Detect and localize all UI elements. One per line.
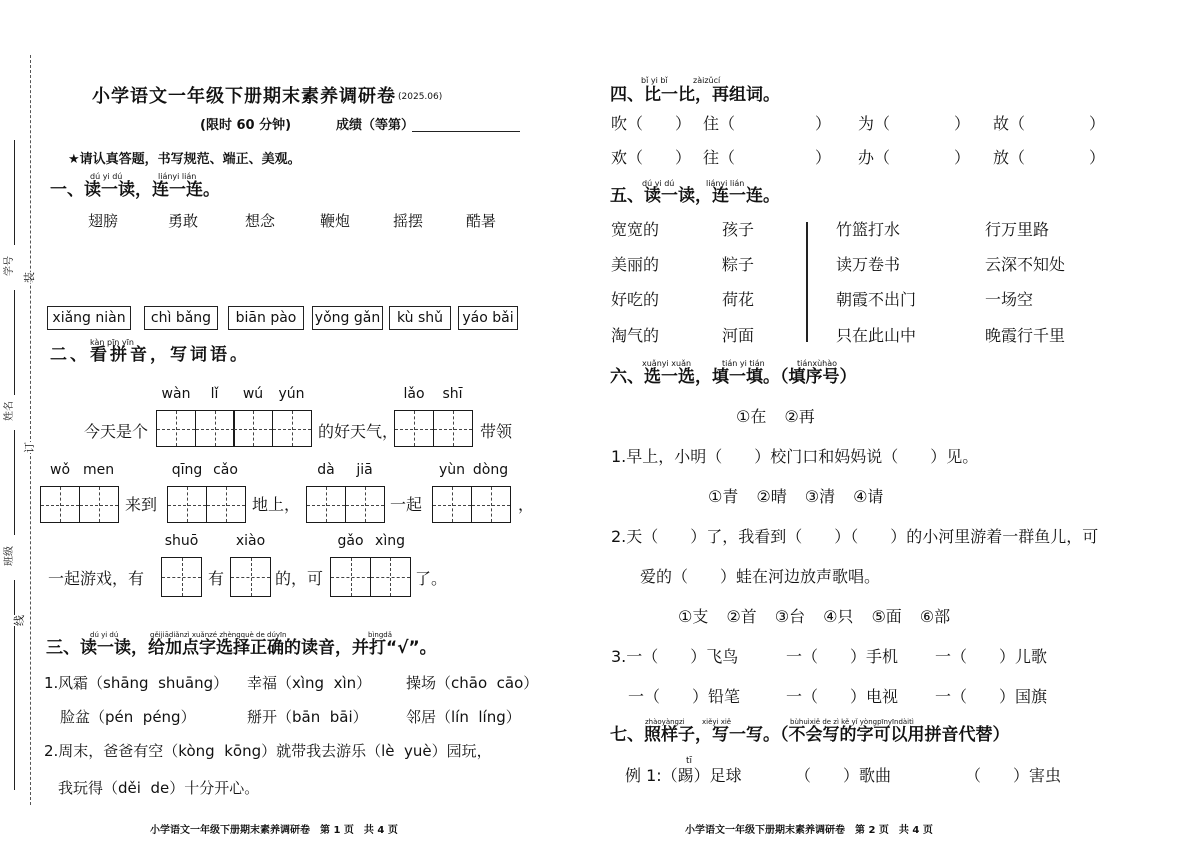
writing-cell <box>233 386 273 447</box>
word: 摇摆 <box>393 212 424 230</box>
writing-cell <box>156 386 196 447</box>
heading-ruby: tián yi tián <box>722 359 765 368</box>
reading-choice: 掰开（bān bāi） <box>247 708 368 726</box>
sentence-text: 带领 <box>480 422 513 441</box>
instruction: ★请认真答题，书写规范、端正、美观。 <box>68 152 301 167</box>
writing-cell <box>161 533 202 597</box>
writing-cell <box>272 386 312 447</box>
sentence-text: 的好天气， <box>318 422 399 441</box>
heading-ruby: tiánxùhào <box>797 359 838 368</box>
cell-pinyin: shī <box>442 386 463 402</box>
section-5-heading: 五、读一读，连一连。 <box>610 186 780 206</box>
match-word: 荷花 <box>722 290 755 309</box>
measure-word-blank: 一（ ）电视 <box>786 687 899 706</box>
sentence-text: 一起游戏，有 <box>48 569 145 588</box>
compare-blank: 办（ ） <box>858 148 971 167</box>
question-line: 我玩得（děi de）十分开心。 <box>58 779 260 797</box>
option: ②晴 <box>756 487 787 506</box>
writing-cell <box>306 462 346 523</box>
heading-ruby: xiěyi xiě <box>702 718 732 726</box>
cell-pinyin: lǎo <box>403 386 425 402</box>
match-phrase: 云深不知处 <box>985 255 1066 274</box>
word: 翅膀 <box>88 212 119 230</box>
writing-grid <box>167 462 246 523</box>
heading-ruby: dú yi dú <box>90 631 119 639</box>
section-1-heading: 一、读一读，连一连。 <box>50 180 220 200</box>
writing-grid <box>156 386 312 447</box>
word: 想念 <box>245 212 276 230</box>
writing-grid <box>394 386 473 447</box>
option: ⑥部 <box>919 607 951 626</box>
question-line: 爱的（ ）蛙在河边放声歌唱。 <box>640 567 881 586</box>
section-6-heading: 六、选一选，填一填。（填序号） <box>610 367 857 387</box>
column-divider <box>806 222 808 342</box>
margin-writing-line <box>14 290 15 395</box>
section-2-heading: 二、看拼音，写词语。 <box>50 345 250 365</box>
writing-cell <box>230 533 271 597</box>
pinyin-box: biān pào <box>228 306 304 330</box>
measure-word-blank: 一（ ）铅笔 <box>628 687 741 706</box>
page-title: 小学语文一年级下册期末素养调研卷 <box>92 86 396 107</box>
pinyin-box: kù shǔ <box>389 306 451 330</box>
compare-blank: 故（ ） <box>993 114 1106 133</box>
option: ③清 <box>804 487 836 506</box>
cell-pinyin: wàn <box>161 386 191 402</box>
match-phrase: 一场空 <box>985 290 1034 309</box>
measure-word-blank: 一（ ）国旗 <box>935 687 1048 706</box>
writing-grid <box>306 462 385 523</box>
match-phrase: 朝霞不出门 <box>836 290 917 309</box>
cell-pinyin: wǒ <box>49 462 71 478</box>
option: ①支 <box>678 607 709 626</box>
sentence-text: 一起 <box>390 495 423 514</box>
option-list <box>736 409 815 425</box>
reading-choice: 幸福（xìng xìn） <box>247 674 372 692</box>
sentence-text: 今天是个 <box>84 422 149 441</box>
page-footer: 小学语文一年级下册期末素养调研卷 第 1 页 共 4 页 <box>150 825 398 836</box>
sentence-text: 来到 <box>125 495 158 514</box>
option: ⑤面 <box>871 607 902 626</box>
cell-pinyin: dòng <box>472 462 509 478</box>
cell-pinyin: jiā <box>356 462 373 478</box>
writing-cell <box>432 462 472 523</box>
word: 鞭炮 <box>320 212 351 230</box>
sentence-text: ， <box>518 495 535 514</box>
sentence-text: 有 <box>208 569 225 588</box>
page-footer: 小学语文一年级下册期末素养调研卷 第 2 页 共 4 页 <box>685 825 933 836</box>
cell-pinyin: lǐ <box>210 386 219 402</box>
heading-ruby: liányi lián <box>158 172 197 181</box>
compare-blank: 往（ ） <box>703 148 832 167</box>
writing-cell <box>394 386 434 447</box>
sentence-text: 了。 <box>415 569 448 588</box>
option-list <box>708 489 883 505</box>
match-phrase: 行万里路 <box>985 220 1050 239</box>
match-phrase: 读万卷书 <box>836 255 901 274</box>
margin-label-xian: 线 <box>13 615 26 626</box>
match-word: 宽宽的 <box>611 220 660 239</box>
option: ④请 <box>853 487 884 506</box>
match-word: 好吃的 <box>611 290 660 309</box>
reading-choice: 操场（chāo cāo） <box>406 674 539 692</box>
cell-pinyin: qīng <box>171 462 203 478</box>
heading-ruby: dú yi dú <box>642 179 675 188</box>
question-line: 2.天（ ）了，我看到（ ）（ ）的小河里游着一群鱼儿，可 <box>611 527 1099 546</box>
match-word: 粽子 <box>722 255 755 274</box>
measure-word-blank: 一（ ）儿歌 <box>935 647 1048 666</box>
writing-cell <box>471 462 511 523</box>
writing-grid <box>330 533 411 597</box>
writing-cell <box>345 462 385 523</box>
compare-blank: 住（ ） <box>703 114 832 133</box>
example-ruby: tī <box>686 756 693 766</box>
example-item: 例 1:（踢）足球 <box>625 766 742 785</box>
option: ③台 <box>774 607 806 626</box>
heading-ruby: dú yi dú <box>90 172 123 181</box>
writing-grid <box>230 533 271 597</box>
compare-blank: 放（ ） <box>993 148 1106 167</box>
measure-word-blank: 一（ ）手机 <box>786 647 899 666</box>
writing-cell <box>370 533 411 597</box>
writing-grid <box>161 533 202 597</box>
reading-choice: 风霜（shāng shuāng） <box>58 674 229 692</box>
section-4-heading: 四、比一比，再组词。 <box>610 85 780 105</box>
option: ①在 <box>736 407 767 426</box>
writing-grid <box>40 462 119 523</box>
pinyin-box: yǒng gǎn <box>312 306 383 330</box>
question-number: 1. <box>44 674 59 692</box>
fill-blank-item: （ ）害虫 <box>965 766 1062 785</box>
match-word: 美丽的 <box>611 255 660 274</box>
margin-label-name: 姓名 <box>4 401 15 421</box>
word: 酷暑 <box>466 212 497 230</box>
heading-ruby: kàn pīn yīn <box>90 338 134 347</box>
sentence-text: 的，可 <box>275 569 324 588</box>
section-3-heading: 三、读一读，给加点字选择正确的读音，并打“√”。 <box>46 638 437 658</box>
word: 勇敢 <box>168 212 199 230</box>
writing-cell <box>167 462 207 523</box>
reading-choice: 邻居（lín líng） <box>406 708 521 726</box>
margin-label-ding: 订 <box>23 442 36 453</box>
cell-pinyin: dà <box>317 462 335 478</box>
option: ②首 <box>726 607 757 626</box>
reading-choice: 脸盆（pén péng） <box>60 708 196 726</box>
heading-ruby: zàizǔcí <box>693 76 721 85</box>
writing-cell <box>206 462 246 523</box>
heading-ruby: liányi lián <box>706 179 745 188</box>
margin-label-student-id: 学号 <box>4 256 15 276</box>
cell-pinyin: xìng <box>375 533 405 549</box>
option: ②再 <box>784 407 815 426</box>
cell-pinyin: men <box>82 462 115 478</box>
margin-label-class: 班级 <box>4 546 15 566</box>
option-list <box>678 609 950 625</box>
cell-pinyin: cǎo <box>213 462 238 478</box>
binding-dashed-line <box>30 55 31 805</box>
margin-writing-line <box>14 140 15 245</box>
margin-label-zhuang: 装 <box>23 272 36 283</box>
cell-pinyin: shuō <box>164 533 199 549</box>
question-line: 1.早上，小明（ ）校门口和妈妈说（ ）见。 <box>611 447 979 466</box>
measure-word-blank: 3.一（ ）飞鸟 <box>611 647 739 666</box>
option: ④只 <box>823 607 854 626</box>
question-line: 2.周末，爸爸有空（kòng kōng）就带我去游乐（lè yuè）园玩， <box>44 742 492 760</box>
score-underline <box>412 131 520 132</box>
heading-ruby: bǐ yi bǐ <box>641 76 668 85</box>
match-phrase: 竹篮打水 <box>836 220 901 239</box>
match-word: 孩子 <box>722 220 755 239</box>
exam-date: (2025.06) <box>398 92 443 102</box>
margin-writing-line <box>14 430 15 535</box>
heading-ruby: zhàoyàngzi <box>645 718 685 726</box>
match-phrase: 晚霞行千里 <box>985 326 1066 345</box>
heading-ruby: bùhuìxiě de zì kě yǐ yòngpīnyīndàitì <box>790 718 914 726</box>
match-word: 淘气的 <box>611 326 660 345</box>
cell-pinyin: yùn <box>438 462 466 478</box>
cell-pinyin: wú <box>242 386 264 402</box>
compare-blank: 吹（ ） <box>611 114 692 133</box>
sentence-text: 地上， <box>252 495 301 514</box>
writing-cell <box>433 386 473 447</box>
heading-ruby: xuǎnyi xuǎn <box>642 359 692 368</box>
pinyin-box: yáo bǎi <box>458 306 518 330</box>
writing-cell <box>40 462 80 523</box>
fill-blank-item: （ ）歌曲 <box>795 766 892 785</box>
section-7-heading: 七、照样子，写一写。（不会写的字可以用拼音代替） <box>610 725 1010 745</box>
cell-pinyin: gǎo <box>337 533 364 549</box>
match-phrase: 只在此山中 <box>836 326 917 345</box>
writing-cell <box>79 462 119 523</box>
compare-blank: 欢（ ） <box>611 148 692 167</box>
writing-grid <box>432 462 511 523</box>
pinyin-box: xiǎng niàn <box>47 306 131 330</box>
writing-cell <box>195 386 235 447</box>
pinyin-box: chì bǎng <box>144 306 218 330</box>
score-label: 成绩（等第） <box>336 118 415 133</box>
cell-pinyin: yún <box>278 386 305 402</box>
match-word: 河面 <box>722 326 755 345</box>
writing-cell <box>330 533 371 597</box>
option: ①青 <box>708 487 739 506</box>
time-limit: (限时 60 分钟) <box>200 118 292 133</box>
cell-pinyin: xiào <box>235 533 266 549</box>
heading-ruby: bìngdǎ <box>368 631 393 639</box>
margin-writing-line <box>14 580 15 790</box>
compare-blank: 为（ ） <box>858 114 971 133</box>
heading-ruby: gěijiādiǎnzì xuǎnzé zhèngquè de dúyīn <box>150 631 287 639</box>
